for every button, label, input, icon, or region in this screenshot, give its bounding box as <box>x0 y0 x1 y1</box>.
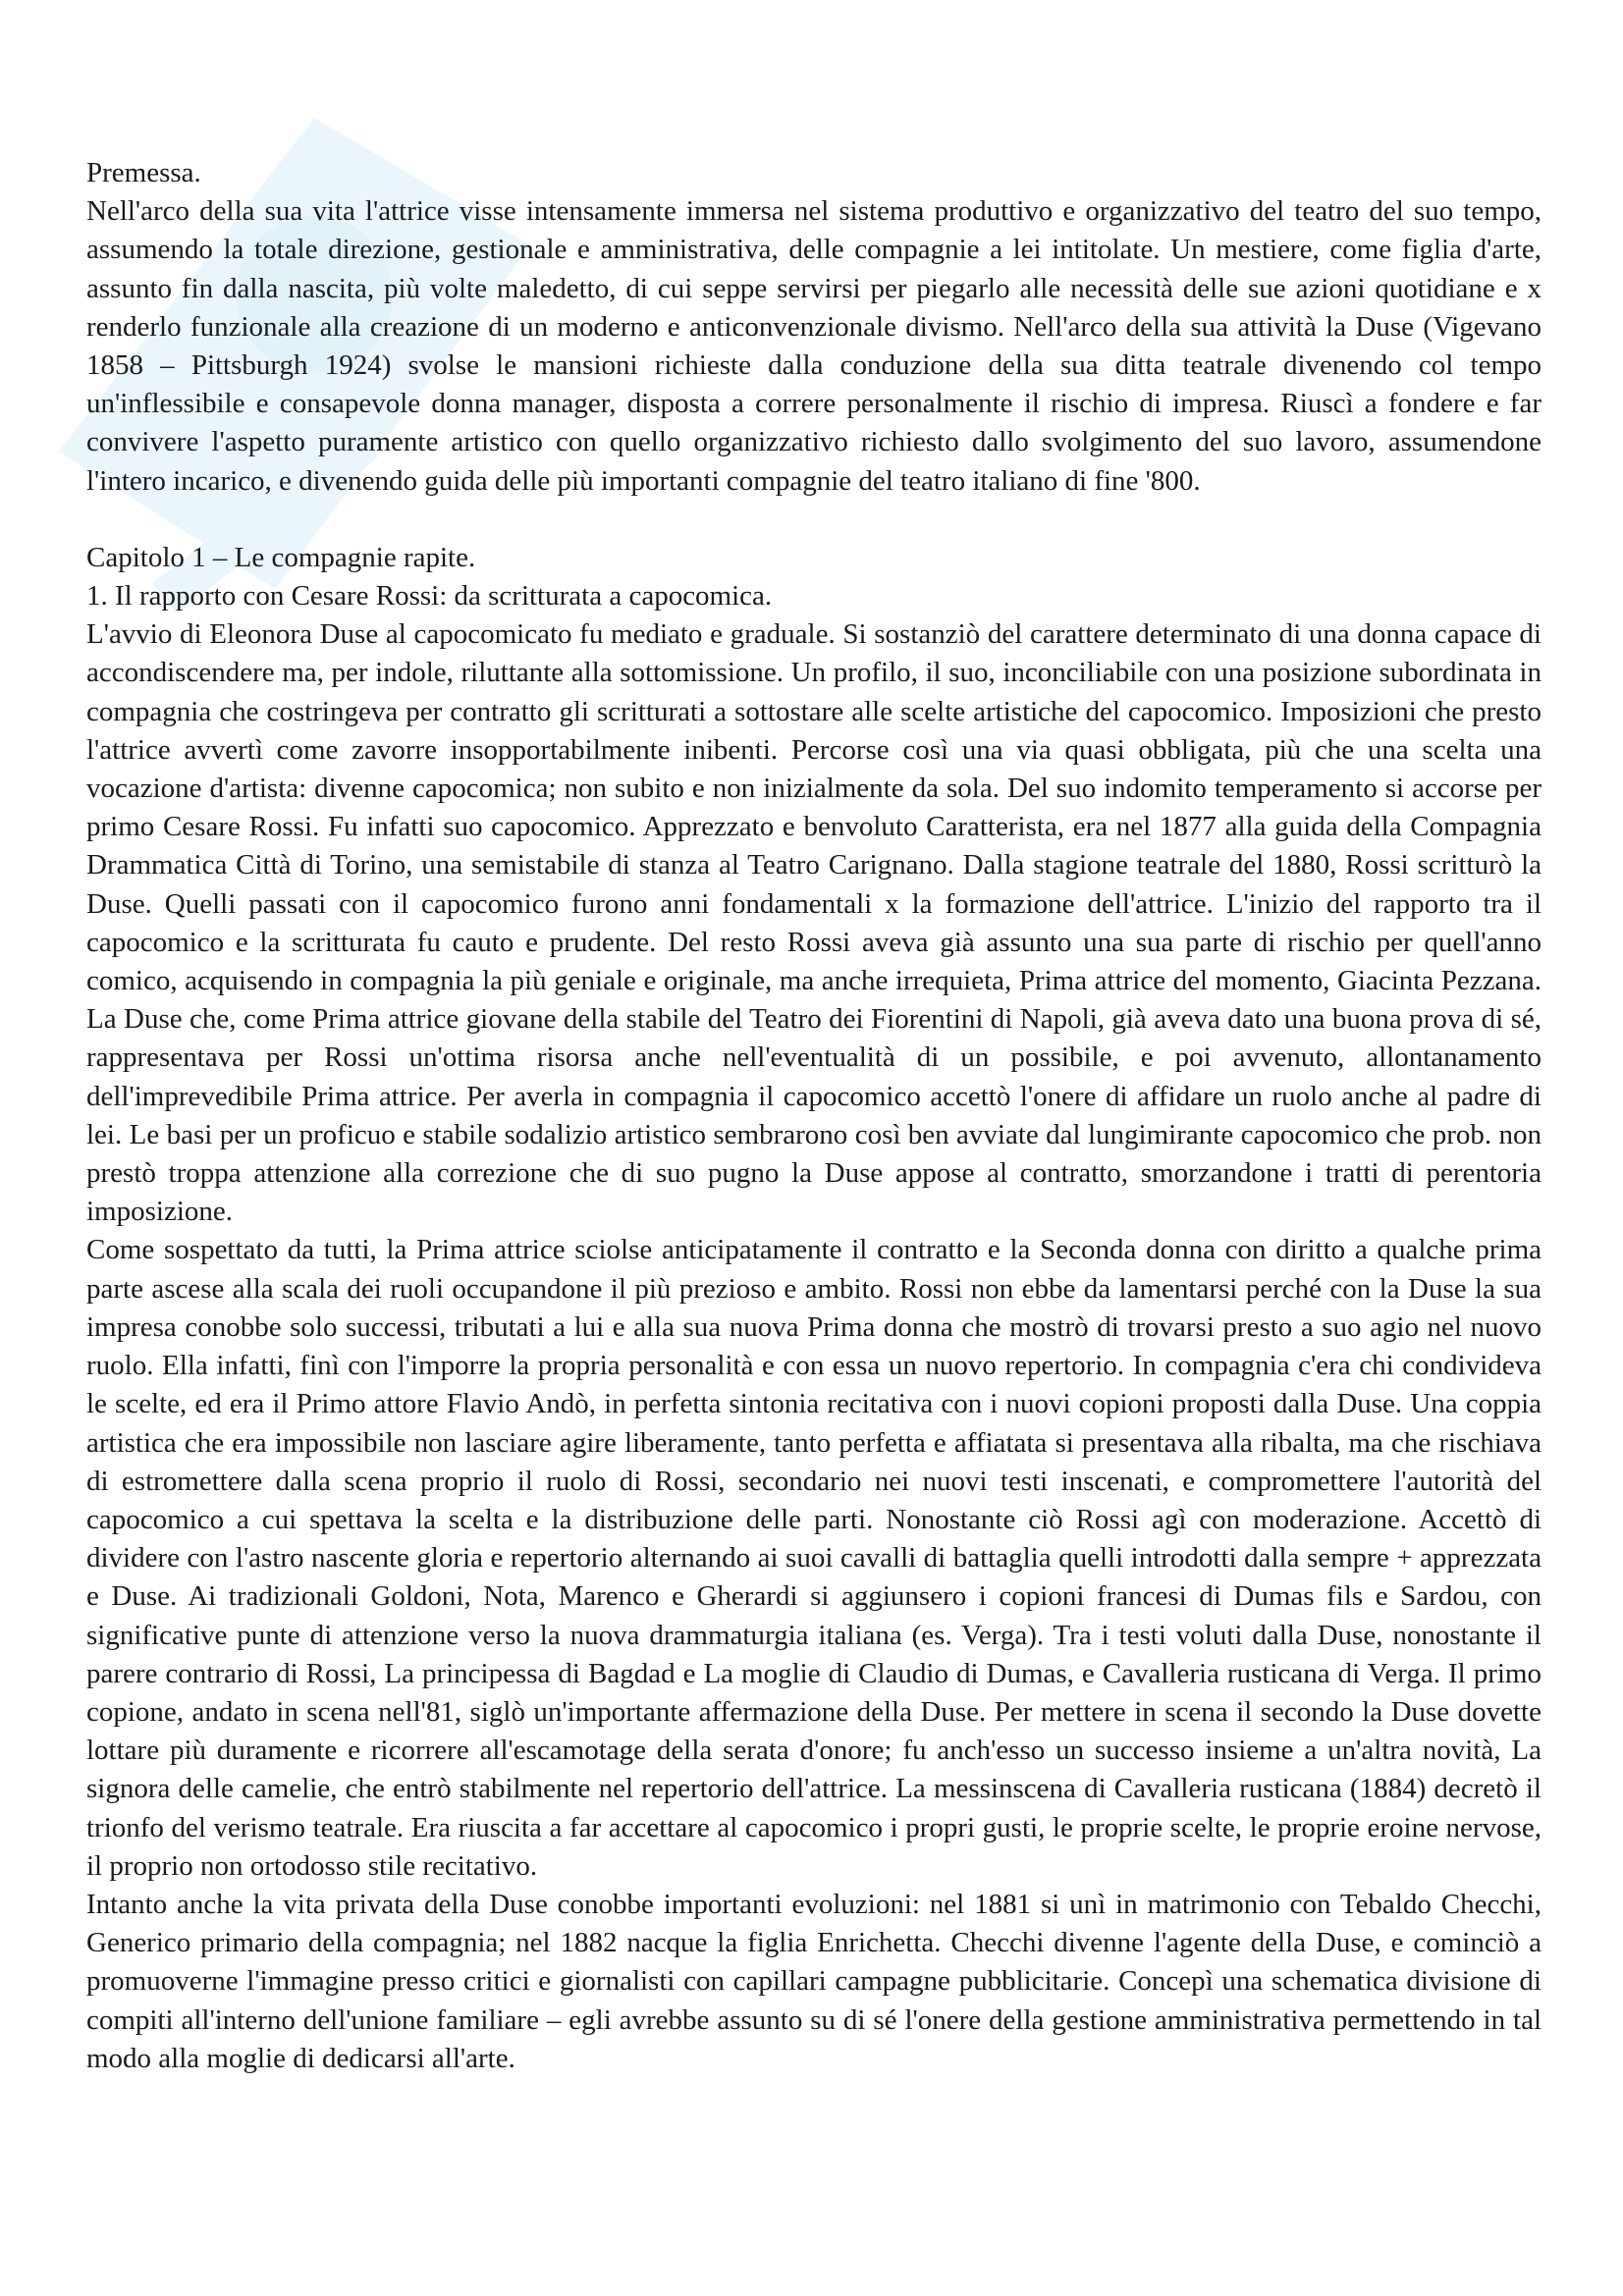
premessa-paragraph: Nell'arco della sua vita l'attrice visse intensamente immersa nel sistema produttivo e organizzativo del teatro del suo tempo, assumendo la totale direzione, gestionale e amministrativa, delle compagnie a lei intitolate. Un mestiere, come figlia d'arte, assunto fin dalla nascita, più volte maledetto, di cui seppe servirsi per piegarlo alle necessità delle sue azioni quotidiane e x renderlo funzionale alla creazione di un moderno e anticonvenzionale divismo. Nell'arco della sua attività la Duse (Vigevano 1858 – Pittsburgh 1924) svolse le mansioni richieste dalla conduzione della sua ditta teatrale divenendo col tempo un'inflessibile e consapevole donna manager, disposta a correre personalmente il rischio di impresa. Riuscì a fondere e far convivere l'aspetto puramente artistico con quello organizzativo richiesto dallo svolgimento del suo lavoro, assumendone l'intero incarico, e divenendo guida delle più importanti compagnie del teatro italiano di fine '800. <box>86 195 1542 497</box>
chapter-title: Capitolo 1 – Le compagnie rapite. <box>86 541 476 573</box>
section-spacer <box>86 501 1542 539</box>
body-paragraph: Come sospettato da tutti, la Prima attrice sciolse anticipatamente il contratto e la Seconda donna con diritto a qualche prima parte ascese alla scala dei ruoli occupandone il più prezioso e ambito. Rossi non ebbe da lamentarsi perché con la Duse la sua impresa conobbe solo successi, tributati a lui e alla sua nuova Prima donna che mostrò di trovarsi presto a suo agio nel nuovo ruolo. Ella infatti, finì con l'imporre la propria personalità e con essa un nuovo repertorio. In compagnia c'era chi condivideva le scelte, ed era il Primo attore Flavio Andò, in perfetta sintonia recitativa con i nuovi copioni proposti dalla Duse. Una coppia artistica che era impossibile non lasciare agire liberamente, tanto perfetta e affiatata si presentava alla ribalta, ma che rischiava di estromettere dalla scena proprio il ruolo di Rossi, secondario nei nuovi testi inscenati, e compromettere l'autorità del capocomico a cui spettava la scelta e la distribuzione delle parti. Nonostante ciò Rossi agì con moderazione. Accettò di dividere con l'astro nascente gloria e repertorio alternando ai suoi cavalli di battaglia quelli introdotti dalla sempre + apprezzata e Duse. Ai tradizionali Goldoni, Nota, Marenco e Gherardi si aggiunsero i copioni francesi di Dumas fils e Sardou, con significative punte di attenzione verso la nuova drammaturgia italiana (es. Verga). Tra i testi voluti dalla Duse, nonostante il parere contrario di Rossi, La principessa di Bagdad e La moglie di Claudio di Dumas, e Cavalleria rusticana di Verga. Il primo copione, andato in scena nell'81, siglò un'importante affermazione della Duse. Per mettere in scena il secondo la Duse dovette lottare più duramente e ricorrere all'escamotage della serata d'onore; fu anch'esso un successo insieme a un'altra novità, La signora delle camelie, che entrò stabilmente nel repertorio dell'attrice. La messinscena di Cavalleria rusticana (1884) decretò il trionfo del verismo teatrale. Era riuscita a far accettare al capocomico i propri gusti, le proprie scelte, le proprie eroine nervose, il proprio non ortodosso stile recitativo. <box>86 1234 1542 1882</box>
premessa-title: Premessa. <box>86 157 201 188</box>
document-body <box>86 154 1542 2078</box>
section-title: 1. Il rapporto con Cesare Rossi: da scritturata a capocomica. <box>86 580 773 613</box>
body-paragraph: Intanto anche la vita privata della Duse conobbe importanti evoluzioni: nel 1881 si unì in matrimonio con Tebaldo Checchi, Generico primario della compagnia; nel 1882 nacque la figlia Enrichetta. Checchi divenne l'agente della Duse, e cominciò a promuoverne l'immagine presso critici e giornalisti con capillari campagne pubblicitarie. Concepì una schematica divisione di compiti all'interno dell'unione familiare – egli avrebbe assunto su di sé l'onere della gestione amministrativa permettendo in tal modo alla moglie di dedicarsi all'arte. <box>86 1888 1542 2074</box>
body-paragraph: L'avvio di Eleonora Duse al capocomicato fu mediato e graduale. Si sostanziò del carattere determinato di una donna capace di accondiscendere ma, per indole, riluttante alla sottomissione. Un profilo, il suo, inconciliabile con una posizione subordinata in compagnia che costringeva per contratto gli scritturati a sottostare alle scelte artistiche del capocomico. Imposizioni che presto l'attrice avvertì come zavorre insopportabilmente inibenti. Percorse così una via quasi obbligata, più che una scelta una vocazione d'artista: divenne capocomica; non subito e non inizialmente da sola. Del suo indomito temperamento si accorse per primo Cesare Rossi. Fu infatti suo capocomico. Apprezzato e benvoluto Caratterista, era nel 1877 alla guida della Compagnia Drammatica Città di Torino, una semistabile di stanza al Teatro Carignano. Dalla stagione teatrale del 1880, Rossi scritturò la Duse. Quelli passati con il capocomico furono anni fondamentali x la formazione dell'attrice. L'inizio del rapporto tra il capocomico e la scritturata fu cauto e prudente. Del resto Rossi aveva già assunto una sua parte di rischio per quell'anno comico, acquisendo in compagnia la più geniale e originale, ma anche irrequieta, Prima attrice del momento, Giacinta Pezzana. La Duse che, come Prima attrice giovane della stabile del Teatro dei Fiorentini di Napoli, già aveva dato una buona prova di sé, rappresentava per Rossi un'ottima risorsa anche nell'eventualità di un possibile, e poi avvenuto, allontanamento dell'imprevedibile Prima attrice. Per averla in compagnia il capocomico accettò l'onere di affidare un ruolo anche al padre di lei. Le basi per un proficuo e stabile sodalizio artistico sembrarono così ben avviate dal lungimirante capocomico che prob. non prestò troppa attenzione alla correzione che di suo pugno la Duse appose al contratto, smorzandone i tratti di perentoria imposizione. <box>86 618 1542 1228</box>
